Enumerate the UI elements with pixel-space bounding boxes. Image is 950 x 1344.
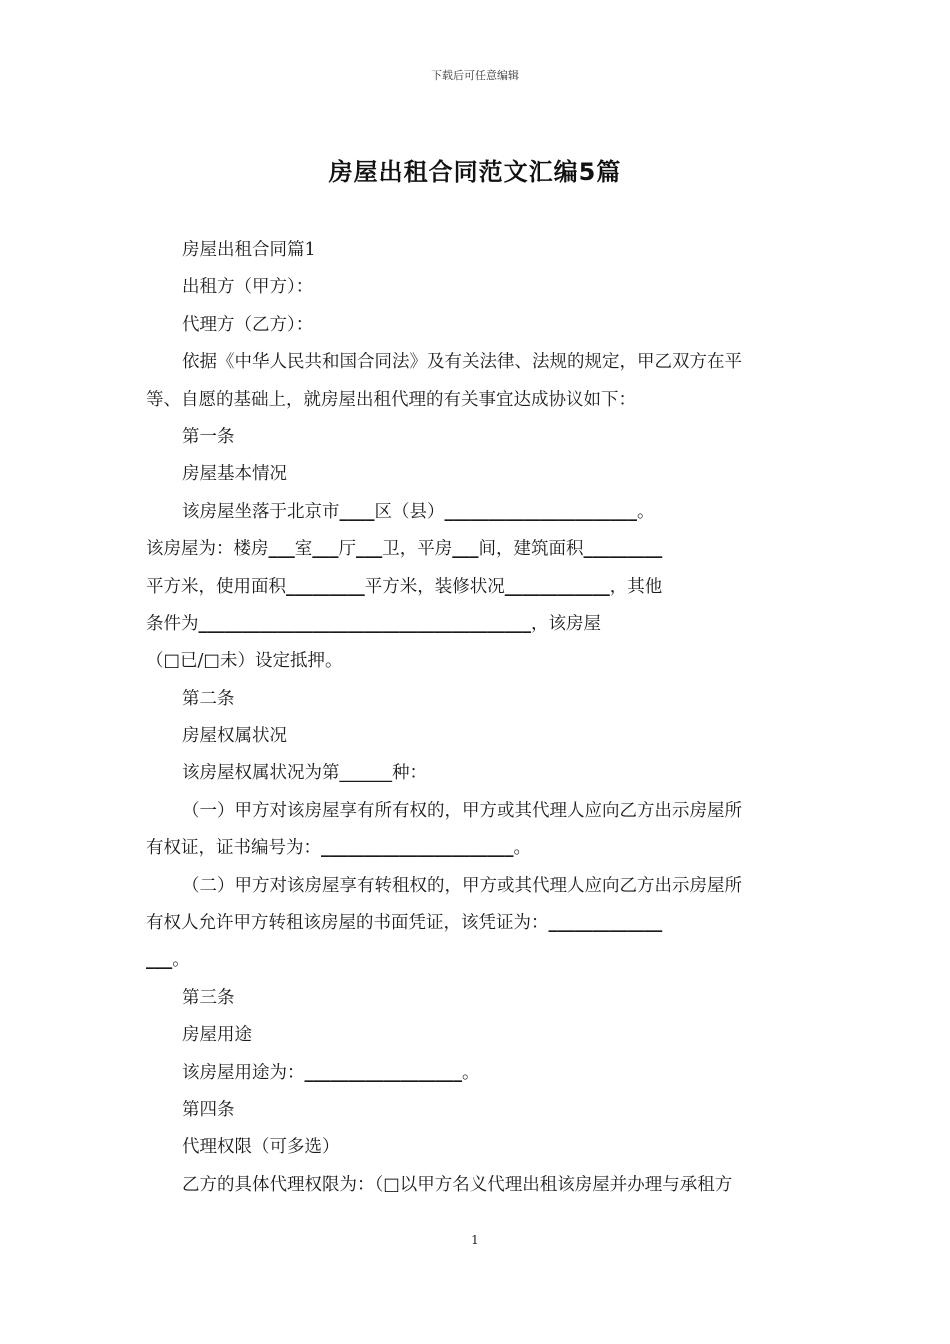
fill-in-blank: ____________ xyxy=(504,576,610,597)
fill-in-blank: ____ xyxy=(339,501,375,522)
paragraph-line: 乙方的具体代理权限为：（□以甲方名义代理出租该房屋并办理与承租方 xyxy=(182,1174,733,1195)
fill-in-blank: ___ xyxy=(268,539,295,560)
article-heading: 第四条 xyxy=(182,1099,235,1120)
document-body xyxy=(146,232,808,1204)
article-subheading: 房屋权属状况 xyxy=(182,726,287,747)
fill-in-blank: ______________________________________ xyxy=(198,613,531,634)
paragraph-line: 平方米，使用面积_________平方米，装修状况____________，其他 xyxy=(146,576,663,597)
fill-in-blank: ______ xyxy=(339,763,392,784)
article-subheading: 代理权限（可多选） xyxy=(182,1137,340,1158)
fill-in-blank: ______________________ xyxy=(444,501,637,522)
article-heading: 第二条 xyxy=(182,688,235,709)
page-number: 1 xyxy=(471,1233,479,1247)
party-b-line: 代理方（乙方）： xyxy=(182,314,314,335)
paragraph-line: 该房屋坐落于北京市____区（县）______________________。 xyxy=(182,501,655,522)
paragraph-line: （二）甲方对该房屋享有转租权的，甲方或其代理人应向乙方出示房屋所 xyxy=(182,875,742,896)
fill-in-blank: _________ xyxy=(286,576,365,597)
paragraph-line: ___。 xyxy=(146,950,190,971)
paragraph-line: 有权证，证书编号为：______________________。 xyxy=(146,838,531,859)
fill-in-blank: ___ xyxy=(356,539,383,560)
fill-in-blank: ___ xyxy=(312,539,339,560)
paragraph-line: 条件为______________________________________，该房屋 xyxy=(146,613,601,634)
article-subheading: 房屋用途 xyxy=(182,1025,252,1046)
paragraph-line: 该房屋用途为：__________________。 xyxy=(182,1062,480,1083)
paragraph-line: 该房屋为：楼房___室___厅___卫，平房___间，建筑面积_________ xyxy=(146,539,663,560)
fill-in-blank: ___ xyxy=(146,950,173,971)
fill-in-blank: ___ xyxy=(452,539,479,560)
document-title: 房屋出租合同范文汇编5篇 xyxy=(328,158,622,186)
fill-in-blank: _____________ xyxy=(548,913,663,934)
fill-in-blank: _________ xyxy=(583,539,663,560)
paragraph-line: （□已/□未）设定抵押。 xyxy=(146,651,343,672)
paragraph-line: 有权人允许甲方转租该房屋的书面凭证，该凭证为：_____________ xyxy=(146,913,663,934)
paragraph-line: 依据《中华人民共和国合同法》及有关法律、法规的规定，甲乙双方在平 xyxy=(182,352,742,373)
fill-in-blank: ______________________ xyxy=(321,838,514,859)
page-header: 下载后可任意编辑 xyxy=(431,69,519,82)
section-heading: 房屋出租合同篇1 xyxy=(182,240,316,260)
article-heading: 第三条 xyxy=(182,987,235,1008)
party-a-line: 出租方（甲方）： xyxy=(182,277,314,298)
paragraph-line: 等、自愿的基础上，就房屋出租代理的有关事宜达成协议如下： xyxy=(146,389,636,410)
paragraph-line: （一）甲方对该房屋享有所有权的，甲方或其代理人应向乙方出示房屋所 xyxy=(182,800,742,821)
article-heading: 第一条 xyxy=(182,426,235,447)
paragraph-line: 该房屋权属状况为第______种： xyxy=(182,763,427,784)
article-subheading: 房屋基本情况 xyxy=(182,464,287,485)
fill-in-blank: __________________ xyxy=(304,1062,462,1083)
